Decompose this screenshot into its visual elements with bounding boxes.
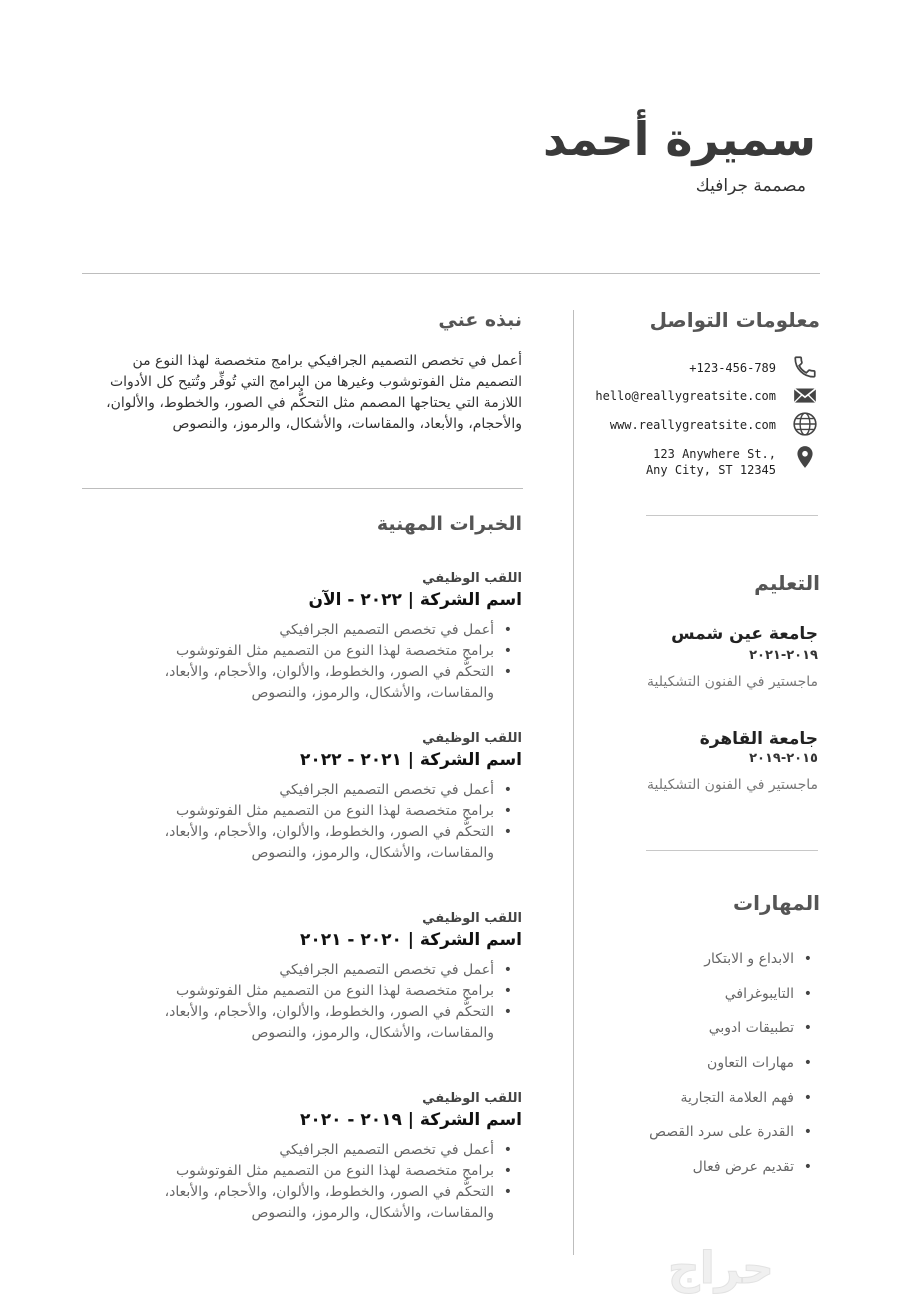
experience-heading: الخبرات المهنية [376,513,522,535]
job-role: اللقب الوظيفي [422,731,522,746]
about-text: أعمل في تخصص التصميم الجرافيكي برامج متخصصة لهذا النوع من التصميم مثل الفوتوشوب وغيرها من البرامج التي تُوفِّر وتُتيح كل الأدوات اللازمة التي يحتاجها المصمم مثل التحكُّم في الصور، والخطوط، والألوان، والأحجام، والأبعاد، والمقاسات، والأشكال، والرموز، والنصوص [106,353,522,432]
skill-item: • الابداع و الابتكار [649,951,820,986]
job-bullets [102,1140,522,1224]
globe-icon [792,411,818,437]
location-pin-icon [792,444,818,470]
job-bullets [102,780,522,864]
education-degree-1: ماجستير في الفنون التشكيلية [647,674,818,690]
job-bullet: • برامج متخصصة لهذا النوع من التصميم مثل الفوتوشوب [102,981,522,1002]
skill-item: • تقديم عرض فعال [649,1159,820,1194]
address-line-2: Any City, ST 12345 [645,463,776,477]
job-bullet: • التحكُّم في الصور، والخطوط، والألوان، والأحجام، والأبعاد، والمقاسات، والأشكال، والرموز، والنصوص [102,1002,522,1044]
skill-item: • فهم العلامة التجارية [649,1090,820,1125]
contact-address [646,446,776,478]
job-company-dates: اسم الشركة | ٢٠١٩ - ٢٠٢٠ [299,1110,522,1130]
job-bullet: • التحكُّم في الصور، والخطوط، والألوان، والأحجام، والأبعاد، والمقاسات، والأشكال، والرموز، والنصوص [102,662,522,704]
job-bullets [102,960,522,1044]
job-entry-3 [102,910,522,1044]
job-bullet: • برامج متخصصة لهذا النوع من التصميم مثل الفوتوشوب [102,801,522,822]
job-bullet: • برامج متخصصة لهذا النوع من التصميم مثل الفوتوشوب [102,641,522,662]
about-heading: نبذه عني [438,309,522,331]
contact-website: www.reallygreatsite.com [609,418,776,432]
education-divider [646,850,818,851]
contact-divider [646,515,818,516]
phone-icon [792,354,818,380]
about-divider [82,488,523,489]
job-company-dates: اسم الشركة | ٢٠٢١ - ٢٠٢٢ [299,750,522,770]
contact-heading: معلومات التواصل [649,308,820,332]
mail-icon [792,382,818,408]
contact-email: hello@reallygreatsite.com [595,389,776,403]
skill-item: • القدرة على سرد القصص [649,1124,820,1159]
address-line-1: 123 Anywhere St., [653,447,776,461]
skill-item: • تطبيقات ادوبي [649,1020,820,1055]
education-years-1: ٢٠١٩-٢٠٢١ [749,648,818,663]
watermark-logo: حراج [668,1243,774,1294]
job-role: اللقب الوظيفي [422,1091,522,1106]
job-bullet: • أعمل في تخصص التصميم الجرافيكي [102,1140,522,1161]
skill-item: • التايبوغرافي [649,986,820,1021]
education-school-2: جامعة القاهرة [699,729,818,749]
job-bullet: • التحكُّم في الصور، والخطوط، والألوان، والأحجام، والأبعاد، والمقاسات، والأشكال، والرموز، والنصوص [102,822,522,864]
job-role: اللقب الوظيفي [422,571,522,586]
skills-list [649,951,820,1194]
candidate-name: سميرة أحمد [543,112,816,166]
job-bullet: • أعمل في تخصص التصميم الجرافيكي [102,780,522,801]
contact-phone: +123-456-789 [689,361,776,375]
job-company-dates: اسم الشركة | ٢٠٢٢ - الآن [308,590,522,610]
header-divider [82,273,820,274]
column-divider [573,310,574,1255]
education-degree-2: ماجستير في الفنون التشكيلية [647,777,818,793]
job-bullets [102,620,522,704]
job-role: اللقب الوظيفي [422,911,522,926]
skill-item: • مهارات التعاون [649,1055,820,1090]
job-bullet: • أعمل في تخصص التصميم الجرافيكي [102,620,522,641]
job-bullet: • أعمل في تخصص التصميم الجرافيكي [102,960,522,981]
job-company-dates: اسم الشركة | ٢٠٢٠ - ٢٠٢١ [299,930,522,950]
education-years-2: ٢٠١٥-٢٠١٩ [749,751,818,766]
job-bullet: • التحكُّم في الصور، والخطوط، والألوان، والأحجام، والأبعاد، والمقاسات، والأشكال، والرموز، والنصوص [102,1182,522,1224]
skills-heading: المهارات [733,891,820,915]
job-entry-2 [102,730,522,864]
education-heading: التعليم [754,571,820,595]
education-school-1: جامعة عين شمس [671,624,818,644]
job-entry-4 [102,1090,522,1224]
job-bullet: • برامج متخصصة لهذا النوع من التصميم مثل الفوتوشوب [102,1161,522,1182]
job-entry-1 [102,570,522,704]
job-title: مصممة جرافيك [695,176,806,196]
